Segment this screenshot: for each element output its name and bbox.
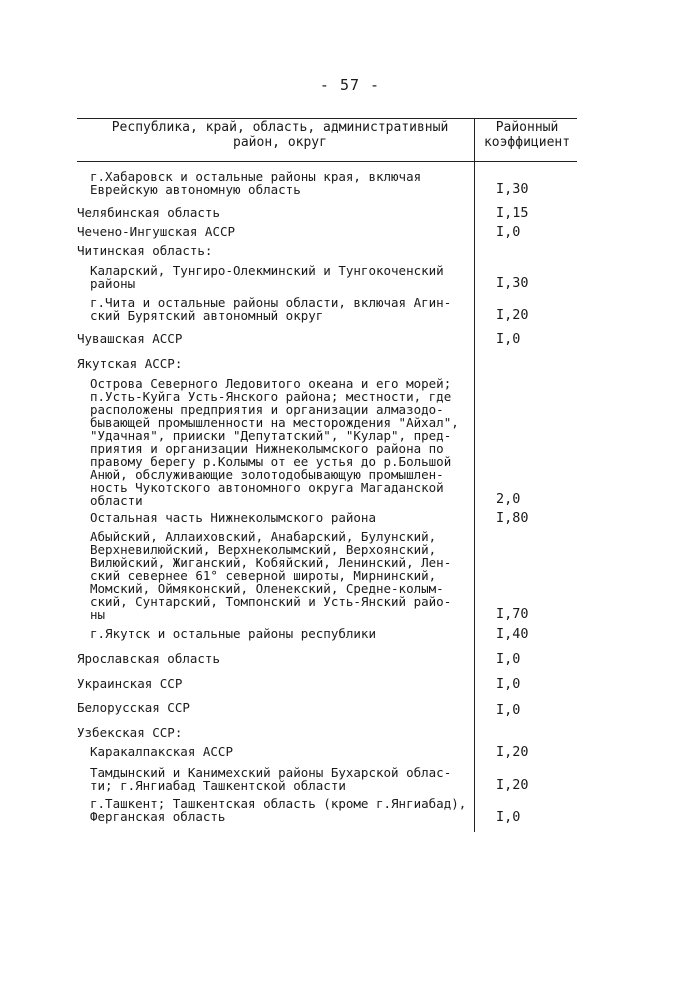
region-label: г.Хабаровск и остальные районы края, включая Еврейскую автономную область: [90, 169, 422, 197]
coefficient-value: I,20: [496, 307, 529, 323]
table-header-rule: [77, 161, 577, 162]
region-label: Абыйский, Аллаиховский, Анабарский, Булунский, Верхневилюйский, Верхнеколымский, Верхоянский, Вилюйский, Жиганский, Кобяйский, Ленинский, Лен- ский севернее 61° северной широты, Мирнинский, Момский, Оймяконский, Оленекский, Средне-колым- ский, Сунтарский, Томпонский и Усть-Янский райо- ны: [90, 529, 452, 622]
coefficient-value: I,20: [496, 777, 529, 793]
region-label: Острова Северного Ледовитого океана и его морей; п.Усть-Куйга Усть-Янского района; местности, где расположены предприятия и организации алмазодо- бывающей промышленности на месторождения "Айхал", "Удачная", прииски "Депутатский", "Кулар", пред- приятия и организации Нижнеколымского района по правому берегу р.Колымы от ее устья до р.Большой Анюй, обслуживающие золотодобывающую промышлен- ность Чукотского автономного округа Магаданской области: [90, 376, 459, 508]
coefficient-value: I,0: [496, 651, 521, 667]
region-label: Читинская область:: [77, 243, 213, 258]
region-label: г.Ташкент; Ташкентская область (кроме г.Янгиабад), Ферганская область: [90, 796, 467, 824]
region-label: Белорусская ССР: [77, 700, 190, 715]
coefficient-value: I,0: [496, 809, 521, 825]
region-label: Челябинская область: [77, 205, 220, 220]
header-coefficient-column: Районный коэффициент: [483, 120, 571, 150]
coefficient-value: I,20: [496, 744, 529, 760]
region-label: Каракалпакская АССР: [90, 744, 233, 759]
coefficient-value: 2,0: [496, 491, 521, 507]
region-label: Тамдынский и Канимехский районы Бухарской облас- ти; г.Янгиабад Ташкентской области: [90, 765, 452, 793]
coefficient-value: I,0: [496, 676, 521, 692]
coefficient-value: I,30: [496, 181, 529, 197]
header-region-column: Республика, край, область, административный район, округ: [111, 120, 449, 150]
table-top-rule: [77, 118, 577, 119]
coefficient-value: I,0: [496, 702, 521, 718]
coefficient-value: I,70: [496, 606, 529, 622]
coefficient-value: I,80: [496, 510, 529, 526]
region-label: Якутская АССР:: [77, 356, 183, 371]
region-label: Чувашская АССР: [77, 331, 183, 346]
region-label: Ярославская область: [77, 651, 220, 666]
region-label: г.Якутск и остальные районы республики: [90, 626, 376, 641]
page-number: - 57 -: [319, 76, 381, 94]
region-label: Узбекская ССР:: [77, 725, 183, 740]
coefficient-value: I,15: [496, 205, 529, 221]
coefficient-value: I,0: [496, 224, 521, 240]
region-label: Украинская ССР: [77, 676, 183, 691]
region-label: Каларский, Тунгиро-Олекминский и Тунгокоченский районы: [90, 263, 444, 291]
coefficient-value: I,30: [496, 275, 529, 291]
region-label: Чечено-Ингушская АССР: [77, 224, 236, 239]
region-label: г.Чита и остальные районы области, включая Агин- ский Бурятский автономный округ: [90, 295, 452, 323]
region-label: Остальная часть Нижнеколымского района: [90, 510, 376, 525]
coefficient-value: I,40: [496, 626, 529, 642]
coefficient-value: I,0: [496, 331, 521, 347]
